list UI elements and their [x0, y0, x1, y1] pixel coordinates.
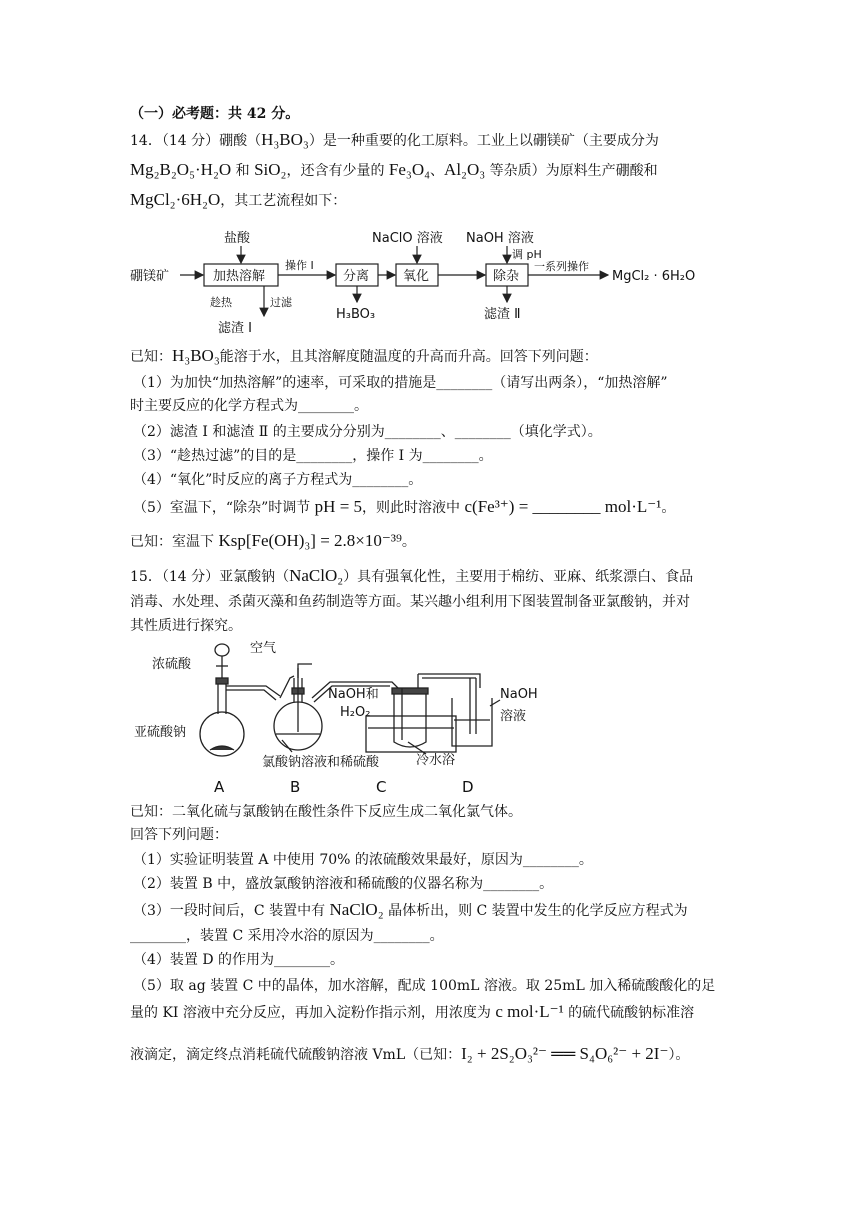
formula-fe3o4: Fe₃O₄	[388, 160, 431, 179]
q14-part-2: （2）滤渣 Ⅰ 和滤渣 Ⅱ 的主要成分分别为________、________（填化学式）。	[133, 424, 602, 440]
apparatus-diagram	[130, 638, 600, 800]
q15-text: 晶体析出，则 C 装置中发生的化学反应方程式为	[383, 903, 688, 919]
formula-iodine-reaction: I₂ + 2S₂O₃²⁻ ══ S₄O₆²⁻ + 2I⁻	[461, 1044, 669, 1063]
q14-text: 等杂质）为原料生产硼酸和	[485, 163, 658, 179]
q14-text: ，则此时溶液中	[362, 500, 465, 516]
q15-part-3a	[133, 900, 733, 921]
flow-label-box2: 分离	[343, 269, 370, 284]
q14-known-2	[130, 531, 730, 552]
flow-label-op1: 操作 Ⅰ	[285, 259, 314, 272]
label-sodium-sulfite: 亚硫酸钠	[134, 725, 187, 740]
flow-label-naclo: NaClO 溶液	[372, 231, 443, 246]
q14-text: 已知：	[130, 349, 172, 365]
flow-label-box1: 加热溶解	[213, 269, 266, 284]
q15-known: 已知：二氧化硫与氯酸钠在酸性条件下反应生成二氧化氯气体。	[130, 804, 522, 820]
q14-part-5	[133, 497, 733, 518]
q15-text: 液滴定，滴定终点消耗硫代硫酸钠溶液 VmL（已知：	[130, 1047, 462, 1063]
formula-ksp: Ksp[Fe(OH)₃] = 2.8×10⁻³⁹	[218, 531, 402, 550]
q15-part-4: （4）装置 D 的作用为________。	[133, 952, 345, 968]
q14-part-1b: 时主要反应的化学方程式为________。	[130, 398, 368, 414]
label-conc-acid: 浓硫酸	[152, 657, 192, 672]
q15-text: 的硫代硫酸钠标准溶	[563, 1005, 695, 1021]
q15-part-1: （1）实验证明装置 A 中使用 70% 的浓硫酸效果最好，原因为________。	[133, 852, 593, 868]
q14-known-1	[130, 346, 730, 367]
formula-al2o3: Al₂O₃	[444, 160, 486, 179]
flow-label-residue1: 滤渣 Ⅰ	[218, 321, 252, 336]
q15-line-1	[130, 566, 730, 587]
flow-label-residue2: 滤渣 Ⅱ	[484, 307, 521, 322]
formula-naclo2: NaClO₂	[329, 900, 384, 919]
q15-text: ）。	[668, 1047, 690, 1063]
process-flow-diagram	[130, 222, 730, 344]
q15-part-3b: ________，装置 C 采用冷水浴的原因为________。	[130, 928, 444, 944]
q14-part-4: （4）“氧化”时反应的离子方程式为________。	[133, 472, 423, 488]
q14-text: 能溶于水，且其溶解度随温度的升高而升高。回答下列问题：	[219, 349, 598, 365]
beaker-d-icon	[452, 698, 492, 746]
q14-text: ，还含有少量的	[286, 163, 389, 179]
flow-label-box4: 除杂	[493, 269, 520, 284]
flow-label-filter: 过滤	[270, 296, 292, 309]
q14-text: 。	[661, 500, 676, 516]
label-chlorate-acid: 氯酸钠溶液和稀硫酸	[262, 755, 380, 770]
q14-text: ）是一种重要的化工原料。工业上以硼镁矿（主要成分为	[308, 133, 659, 149]
q14-line-1	[130, 130, 730, 151]
q15-part-5b	[130, 1002, 730, 1023]
q14-line-3	[130, 190, 730, 211]
separatory-funnel-icon	[215, 644, 229, 656]
formula-naclo2: NaClO₂	[289, 566, 344, 585]
label-b: B	[290, 778, 301, 796]
q14-line-2	[130, 160, 730, 181]
q15-text: 15．（14 分）亚氯酸钠（	[130, 569, 290, 585]
label-cold-bath: 冷水浴	[416, 753, 456, 768]
flow-label-box3: 氧化	[403, 269, 430, 284]
flow-label-naoh: NaOH 溶液	[466, 231, 534, 246]
q14-text: 14．（14 分）硼酸（	[130, 133, 262, 149]
q15-text: 量的 KI 溶液中充分反应，再加入淀粉作指示剂，用浓度为	[130, 1005, 496, 1021]
label-d: D	[462, 778, 474, 796]
formula-mgcl2: MgCl₂·6H₂O	[130, 190, 221, 209]
q15-text: ）具有强氧化性，主要用于棉纺、亚麻、纸浆漂白、食品	[343, 569, 694, 585]
q14-text: 、	[430, 163, 445, 179]
q15-answer-intro: 回答下列问题：	[130, 827, 228, 843]
formula-ore: Mg₂B₂O₅·H₂O	[130, 160, 232, 179]
flow-label-hot: 趁热	[210, 296, 232, 309]
q14-part-3: （3）“趁热过滤”的目的是________，操作 Ⅰ 为________。	[133, 448, 493, 464]
label-naoh-sol-1: NaOH	[500, 687, 538, 702]
label-air: 空气	[250, 641, 277, 656]
label-naoh-sol-2: 溶液	[500, 709, 527, 724]
flow-label-h3bo3: H₃BO₃	[336, 307, 376, 322]
q15-part-5a: （5）取 ag 装置 C 中的晶体，加水溶解，配成 100mL 溶液。取 25mL 加入稀硫酸酸化的足	[133, 978, 716, 994]
q15-part-2: （2）装置 B 中，盛放氯酸钠溶液和稀硫酸的仪器名称为________。	[133, 876, 554, 892]
label-a: A	[214, 778, 225, 796]
flow-label-series-op: 一系列操作	[534, 260, 589, 273]
q14-text: （5）室温下，“除杂”时调节	[133, 500, 315, 516]
q14-text: 和	[231, 163, 255, 179]
flow-label-product: MgCl₂ · 6H₂O	[612, 269, 696, 284]
formula-conc: c mol·L⁻¹	[495, 1002, 564, 1021]
formula-h3bo3: H₃BO₃	[261, 130, 309, 149]
formula-h3bo3: H₃BO₃	[172, 346, 220, 365]
q14-part-1a: （1）为加快“加热溶解”的速率，可采取的措施是________（请写出两条），“加热溶解”	[133, 375, 668, 391]
flow-label-adjust-ph: 调 pH	[512, 248, 542, 261]
label-naoh-h2o2-2: H₂O₂	[340, 705, 371, 720]
formula-ph: pH = 5	[314, 497, 363, 516]
label-c: C	[376, 778, 387, 796]
formula-sio2: SiO₂	[254, 160, 287, 179]
q14-text: 已知：室温下	[130, 534, 219, 550]
q15-line-3: 其性质进行探究。	[130, 618, 242, 634]
flow-label-hcl: 盐酸	[224, 231, 251, 246]
formula-fe-conc: c(Fe³⁺) = ________ mol·L⁻¹	[464, 497, 662, 516]
q14-text: ，其工艺流程如下：	[220, 193, 347, 209]
section-title: （一）必考题：共 42 分。	[130, 106, 300, 122]
q15-part-5c	[130, 1044, 730, 1065]
label-naoh-h2o2-1: NaOH和	[328, 687, 379, 702]
flow-label-ore: 硼镁矿	[130, 269, 170, 284]
q15-text: （3）一段时间后，C 装置中有	[133, 903, 330, 919]
q14-text: 。	[401, 534, 416, 550]
q15-line-2: 消毒、水处理、杀菌灭藻和鱼药制造等方面。某兴趣小组利用下图装置制备亚氯酸钠，并对	[130, 594, 690, 610]
